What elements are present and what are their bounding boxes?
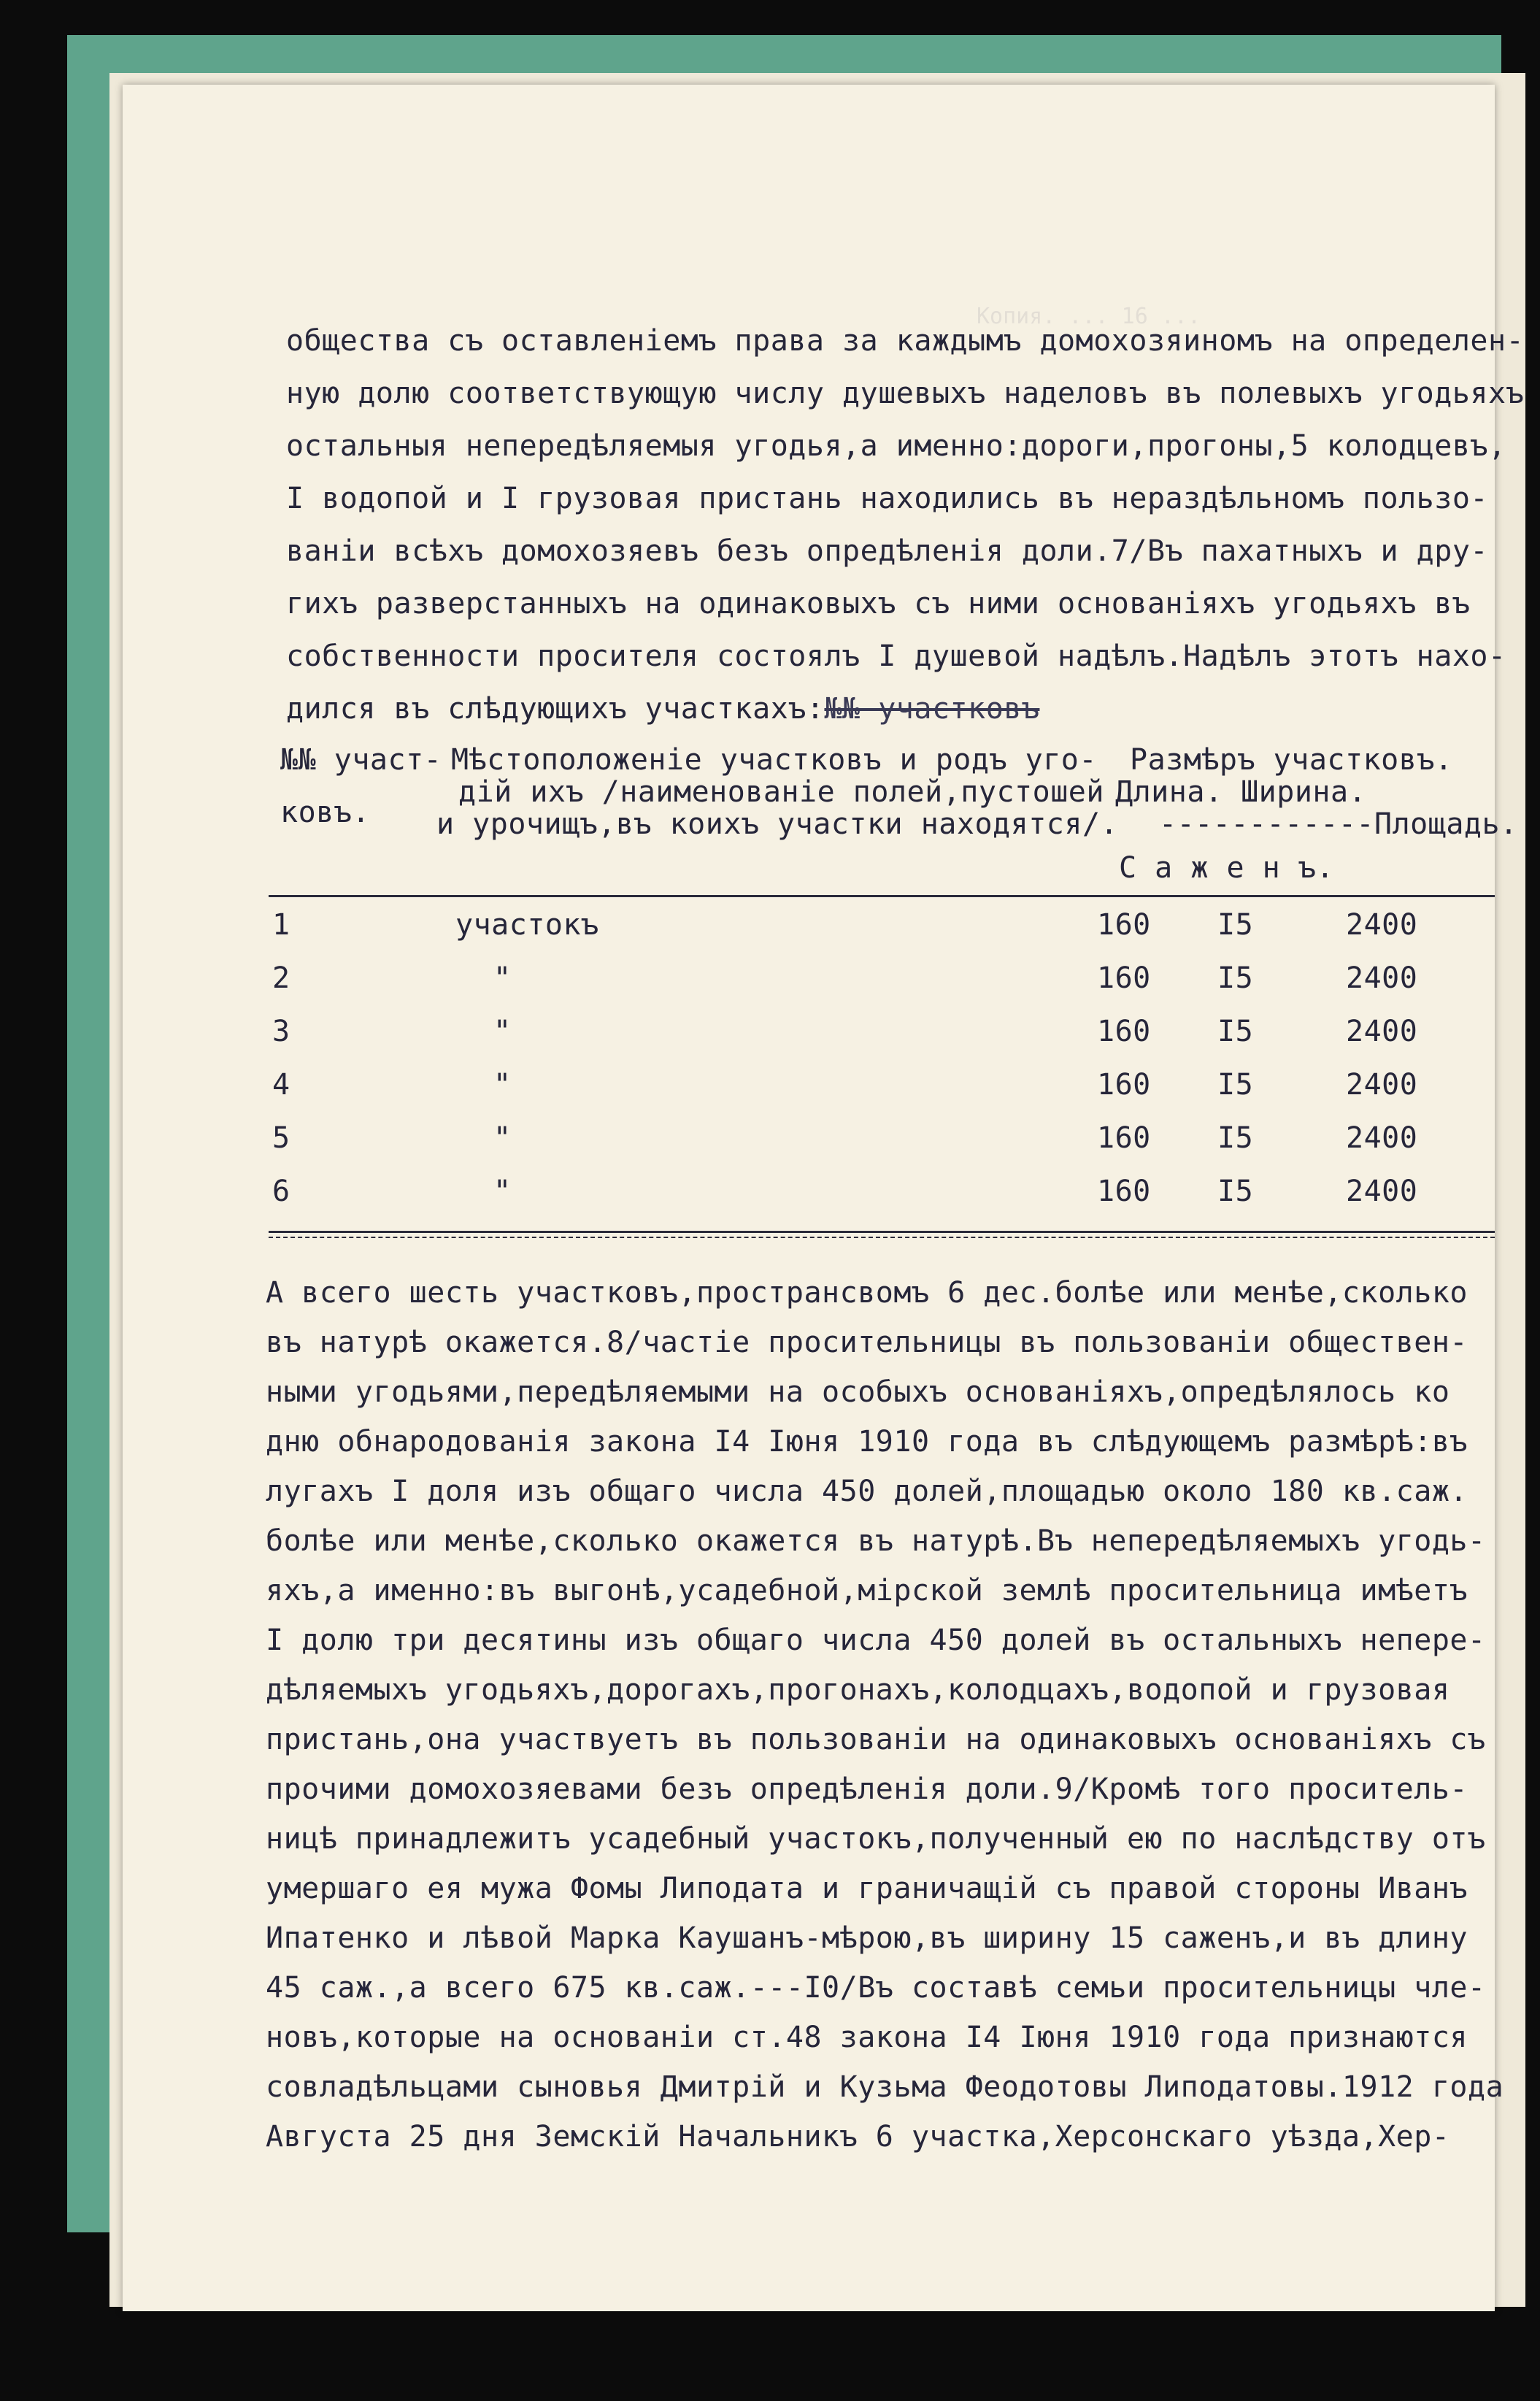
text-line: дился въ слѣдующихъ участкахъ: bbox=[286, 692, 825, 726]
header-units: С а ж е н ъ. bbox=[1119, 851, 1334, 885]
faded-header: Копия. ... 16 ... bbox=[977, 304, 1201, 329]
header-col3-line1: Размѣръ участковъ. bbox=[1130, 743, 1453, 777]
table-top-rule bbox=[269, 895, 1495, 897]
text-line: пристань,она участвуетъ въ пользованіи на одинаковыхъ основаніяхъ съ bbox=[266, 1723, 1486, 1756]
row-area: 2400 bbox=[1346, 961, 1418, 995]
header-col2-line3: и урочищъ,въ коихъ участки находятся/. bbox=[436, 807, 1119, 841]
row-number: 5 bbox=[272, 1121, 290, 1155]
row-number: 2 bbox=[272, 961, 290, 995]
row-length: 160 bbox=[1097, 1175, 1151, 1208]
typed-text bbox=[123, 85, 1525, 2311]
text-line: ными угодьями,передѣляемыми на особыхъ основаніяхъ,опредѣлялось ко bbox=[266, 1375, 1450, 1409]
row-area: 2400 bbox=[1346, 1015, 1418, 1048]
row-length: 160 bbox=[1097, 1068, 1151, 1102]
row-name: " bbox=[493, 1175, 512, 1208]
table-bottom-rule bbox=[269, 1231, 1495, 1233]
text-line: лугахъ I доля изъ общаго числа 450 долей,площадью около 180 кв.саж. bbox=[266, 1475, 1468, 1508]
text-line: умершаго ея мужа Фомы Липодата и граничащій съ правой стороны Иванъ bbox=[266, 1872, 1468, 1905]
row-width: I5 bbox=[1217, 1068, 1254, 1102]
text-line: ную долю соответствующую числу душевыхъ наделовъ въ полевыхъ угодьяхъ bbox=[286, 377, 1525, 410]
text-line: I водопой и I грузовая пристань находились въ нераздѣльномъ пользо- bbox=[286, 482, 1488, 515]
row-area: 2400 bbox=[1346, 1175, 1418, 1208]
row-width: I5 bbox=[1217, 908, 1254, 942]
text-line: ваніи всѣхъ домохозяевъ безъ опредѣленія доли.7/Въ пахатныхъ и дру- bbox=[286, 534, 1488, 568]
header-col1-line2: ковъ. bbox=[280, 796, 370, 829]
document-page bbox=[123, 85, 1525, 2311]
row-name: " bbox=[493, 1015, 512, 1048]
header-col2-line2: дій ихъ /наименованіе полей,пустошей bbox=[458, 775, 1104, 809]
text-line: болѣе или менѣе,сколько окажется въ натурѣ.Въ непередѣляемыхъ угодь- bbox=[266, 1524, 1486, 1558]
row-area: 2400 bbox=[1346, 1121, 1418, 1155]
row-number: 6 bbox=[272, 1175, 290, 1208]
text-line: I долю три десятины изъ общаго числа 450 долей въ остальныхъ непере- bbox=[266, 1624, 1486, 1657]
text-line: гихъ разверстанныхъ на одинаковыхъ съ ними основаніяхъ угодьяхъ въ bbox=[286, 587, 1471, 621]
row-length: 160 bbox=[1097, 961, 1151, 995]
row-length: 160 bbox=[1097, 1015, 1151, 1048]
text-line: общества съ оставленіемъ права за каждымъ домохозяиномъ на определен- bbox=[286, 324, 1525, 358]
text-line: прочими домохозяевами безъ опредѣленія доли.9/Кромѣ того проситель- bbox=[266, 1772, 1468, 1806]
row-number: 4 bbox=[272, 1068, 290, 1102]
row-width: I5 bbox=[1217, 1175, 1254, 1208]
header-col3-dashes: ------------Площадь. bbox=[1159, 807, 1518, 841]
row-length: 160 bbox=[1097, 1121, 1151, 1155]
text-line: въ натурѣ окажется.8/частіе просительницы въ пользованіи обществен- bbox=[266, 1326, 1468, 1359]
row-number: 3 bbox=[272, 1015, 290, 1048]
text-line: Ипатенко и лѣвой Марка Каушанъ-мѣрою,въ ширину 15 саженъ,и въ длину bbox=[266, 1921, 1468, 1955]
header-col2-line1: Мѣстоположеніе участковъ и родъ уго- bbox=[451, 743, 1097, 777]
text-line: А всего шесть участковъ,пространсвомъ 6 дес.болѣе или менѣе,сколько bbox=[266, 1276, 1468, 1310]
text-line-with-strike bbox=[286, 692, 1039, 726]
row-length: 160 bbox=[1097, 908, 1151, 942]
row-name: участокъ bbox=[455, 908, 599, 942]
row-name: " bbox=[493, 1068, 512, 1102]
text-line: дѣляемыхъ угодьяхъ,дорогахъ,прогонахъ,колодцахъ,водопой и грузовая bbox=[266, 1673, 1450, 1707]
table-bottom-rule-dashed bbox=[269, 1237, 1495, 1238]
row-name: " bbox=[493, 1121, 512, 1155]
text-line: остальныя непередѣляемыя угодья,а именно:дороги,прогоны,5 колодцевъ, bbox=[286, 429, 1506, 463]
header-col1-line1: №№ участ- bbox=[280, 743, 442, 777]
text-line: яхъ,а именно:въ выгонѣ,усадебной,мірской землѣ просительница имѣетъ bbox=[266, 1574, 1468, 1607]
text-line: ницѣ принадлежитъ усадебный участокъ,полученный ею по наслѣдству отъ bbox=[266, 1822, 1486, 1856]
text-line: совладѣльцами сыновья Дмитрій и Кузьма Феодотовы Липодатовы.1912 года bbox=[266, 2070, 1504, 2104]
text-line: 45 саж.,а всего 675 кв.саж.---I0/Въ составѣ семьи просительницы чле- bbox=[266, 1971, 1486, 2005]
text-line: Августа 25 дня Земскій Начальникъ 6 участка,Херсонскаго уѣзда,Хер- bbox=[266, 2120, 1450, 2154]
text-line: собственности просителя состоялъ I душевой надѣлъ.Надѣлъ этотъ нахо- bbox=[286, 639, 1506, 673]
row-area: 2400 bbox=[1346, 908, 1418, 942]
row-number: 1 bbox=[272, 908, 290, 942]
struck-text: №№ участковъ bbox=[824, 692, 1040, 726]
row-width: I5 bbox=[1217, 961, 1254, 995]
row-width: I5 bbox=[1217, 1015, 1254, 1048]
row-width: I5 bbox=[1217, 1121, 1254, 1155]
row-name: " bbox=[493, 961, 512, 995]
text-line: новъ,которые на основаніи ст.48 закона I4 Іюня 1910 года признаются bbox=[266, 2021, 1468, 2054]
row-area: 2400 bbox=[1346, 1068, 1418, 1102]
header-col3-line2: Длина. Ширина. bbox=[1115, 775, 1367, 809]
text-line: дню обнародованія закона I4 Іюня 1910 года въ слѣдующемъ размѣрѣ:въ bbox=[266, 1425, 1468, 1459]
